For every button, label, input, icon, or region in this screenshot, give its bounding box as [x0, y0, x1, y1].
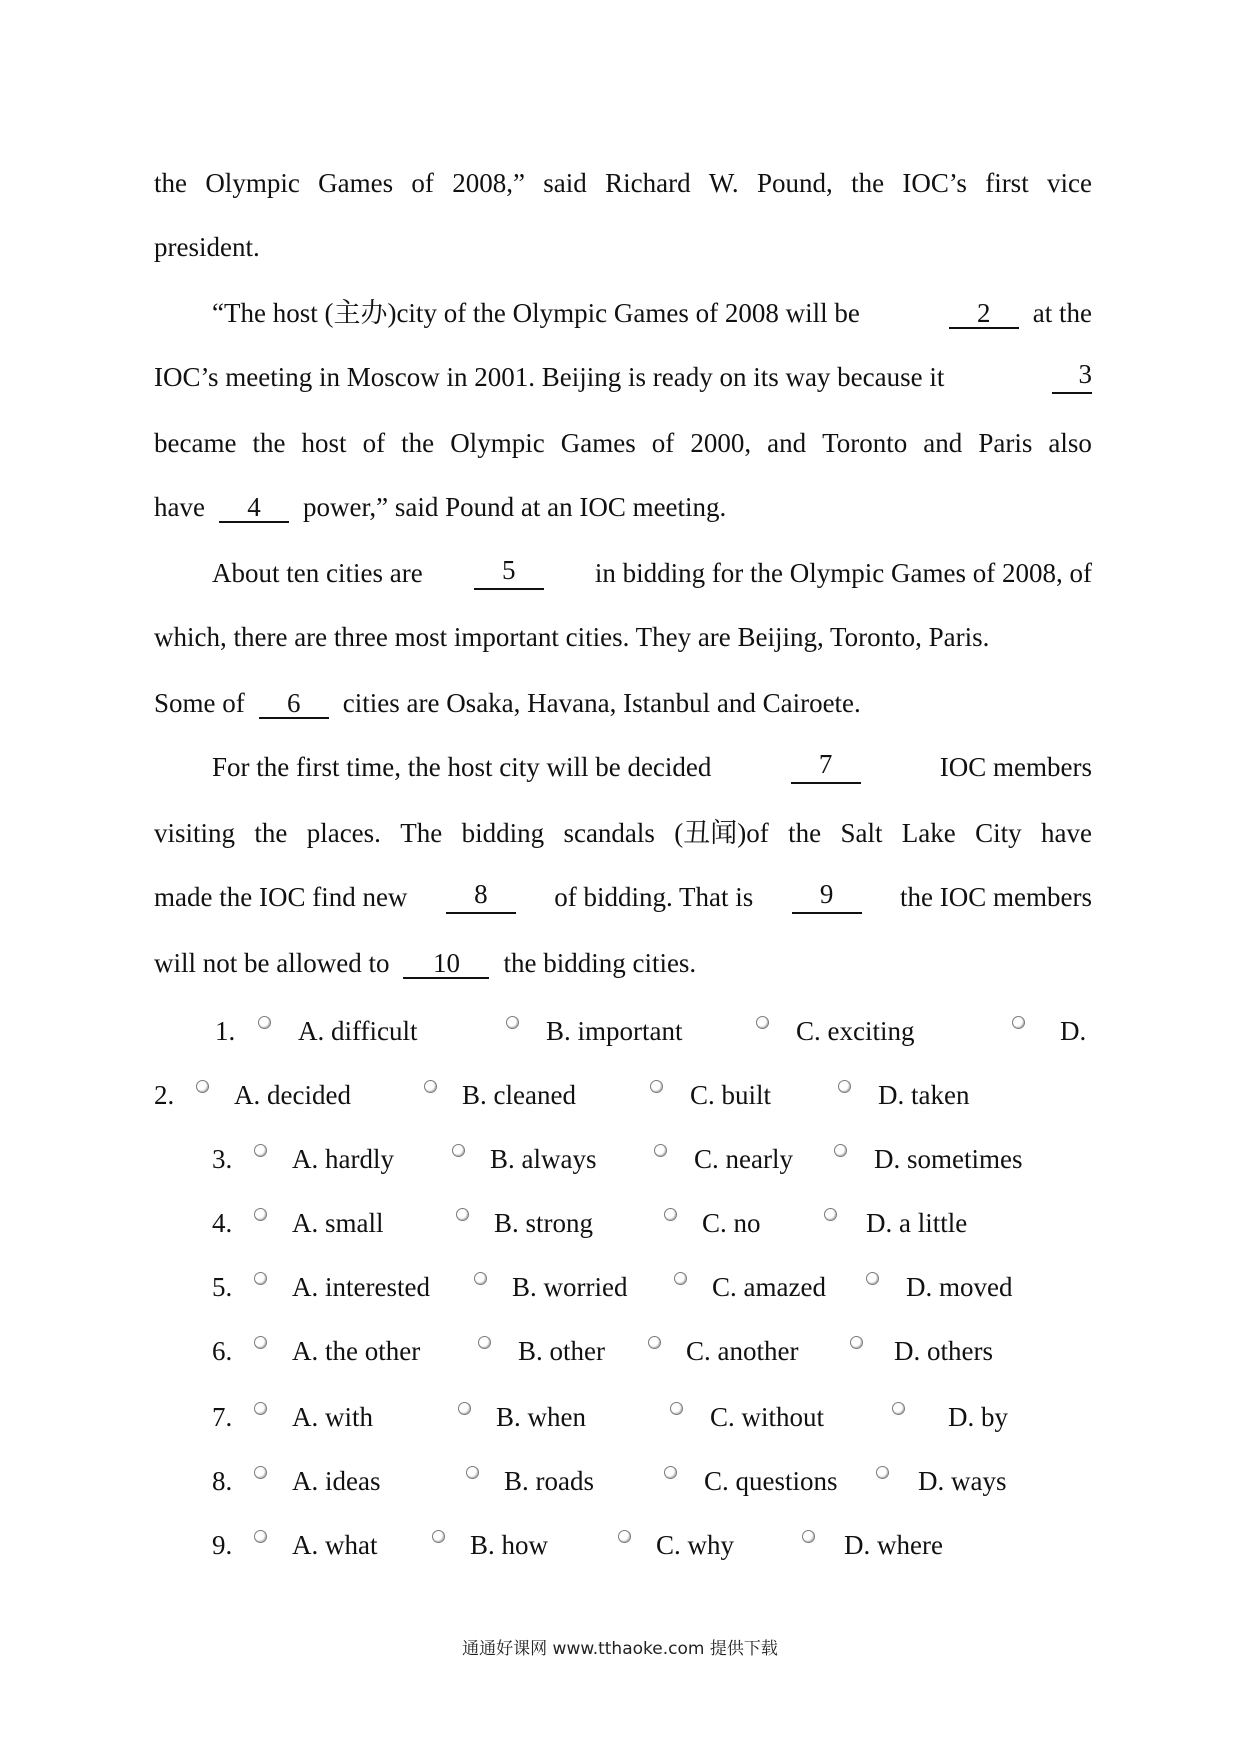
question-row [0, 1142, 1240, 1176]
passage-word: the [254, 818, 288, 848]
passage-line [154, 360, 1092, 394]
option-radio-button[interactable] [458, 1402, 471, 1415]
question-number: 6. [212, 1336, 233, 1366]
passage-word: the [252, 428, 286, 458]
question-number: 9. [212, 1530, 233, 1560]
passage-word: have [1040, 818, 1092, 848]
passage-word: Games [560, 428, 636, 458]
passage-text: IOC members [939, 752, 1092, 782]
option-label[interactable]: D. taken [878, 1080, 970, 1110]
blank-2: 2 [949, 299, 1019, 329]
question-number: 4. [212, 1208, 233, 1238]
option-radio-button[interactable] [254, 1272, 267, 1285]
passage-word: became [154, 428, 237, 458]
option-radio-button[interactable] [674, 1272, 687, 1285]
question-row [0, 1528, 1240, 1562]
passage-line [154, 880, 1092, 914]
option-label[interactable]: A. ideas [292, 1466, 381, 1496]
option-label[interactable]: B. other [518, 1336, 605, 1366]
passage-word: vice [1047, 168, 1092, 198]
question-number: 5. [212, 1272, 233, 1302]
passage-line [154, 816, 1092, 850]
option-label[interactable]: D. ways [918, 1466, 1007, 1496]
option-radio-button[interactable] [452, 1144, 465, 1157]
option-label[interactable]: C. built [690, 1080, 772, 1110]
option-radio-button[interactable] [474, 1272, 487, 1285]
passage-word: bidding [461, 818, 545, 848]
passage-word: said [543, 168, 587, 198]
passage-text: About ten cities are [212, 558, 423, 588]
passage-word: the [851, 168, 885, 198]
option-radio-button[interactable] [664, 1208, 677, 1221]
blank-6: 6 [259, 689, 329, 719]
option-label[interactable]: B. strong [494, 1208, 594, 1238]
option-label[interactable]: C. amazed [712, 1272, 826, 1302]
option-radio-button[interactable] [478, 1336, 491, 1349]
option-label[interactable]: B. important [546, 1016, 683, 1046]
option-label[interactable]: B. always [490, 1144, 597, 1174]
passage-word: Pound, [756, 168, 833, 198]
passage-text: the bidding cities. [503, 948, 697, 978]
option-label[interactable]: C. without [710, 1402, 825, 1432]
option-radio-button[interactable] [650, 1080, 663, 1093]
option-label[interactable]: D. others [894, 1336, 993, 1366]
passage-text: the IOC members [900, 882, 1092, 912]
question-row [0, 1334, 1240, 1368]
passage-word: the [788, 818, 822, 848]
passage-word: Salt [840, 818, 883, 848]
option-label[interactable]: C. another [686, 1336, 799, 1366]
option-radio-button[interactable] [824, 1208, 837, 1221]
passage-word: the [154, 168, 187, 198]
passage-word: W. [708, 168, 739, 198]
passage-word: Games [318, 168, 394, 198]
passage-line: president. [154, 232, 260, 262]
passage-word: and [923, 428, 963, 458]
passage-word: scandals [563, 818, 655, 848]
option-radio-button[interactable] [756, 1016, 769, 1029]
option-radio-button[interactable] [254, 1336, 267, 1349]
option-label[interactable]: B. when [496, 1402, 586, 1432]
option-label[interactable]: A. interested [292, 1272, 430, 1302]
question-number: 1. [215, 1016, 236, 1046]
question-number: 2. [154, 1080, 175, 1110]
passage-line: which, there are three most important cities. They are Beijing, Toronto, Paris. [154, 622, 990, 652]
option-radio-button[interactable] [866, 1272, 879, 1285]
passage-line [212, 750, 1092, 784]
passage-text: “The host (主办)city of the Olympic Games of 2008 will be [212, 298, 860, 328]
option-label[interactable]: B. how [470, 1530, 549, 1560]
option-radio-button[interactable] [670, 1402, 683, 1415]
option-label[interactable]: A. difficult [298, 1016, 418, 1046]
option-label[interactable]: D. where [844, 1530, 943, 1560]
passage-text: will not be allowed to [154, 948, 390, 978]
question-number: 7. [212, 1402, 233, 1432]
option-radio-button[interactable] [618, 1530, 631, 1543]
option-label[interactable]: A. hardly [292, 1144, 394, 1174]
passage-word: host [301, 428, 347, 458]
option-label[interactable]: D. by [948, 1402, 1008, 1432]
option-label[interactable]: A. what [292, 1530, 378, 1560]
footer-credit: 通通好课网 www.tthaoke.com 提供下载 [462, 1639, 778, 1659]
passage-word: visiting [154, 818, 236, 848]
passage-word: (丑闻)of [674, 818, 769, 848]
passage-text: For the first time, the host city will be decided [212, 752, 712, 782]
option-label[interactable]: C. questions [704, 1466, 838, 1496]
question-number: 8. [212, 1466, 233, 1496]
option-radio-button[interactable] [834, 1144, 847, 1157]
passage-word: Toronto [822, 428, 908, 458]
blank-7: 7 [791, 750, 861, 784]
option-radio-button[interactable] [664, 1466, 677, 1479]
passage-text: power,” said Pound at an IOC meeting. [302, 492, 727, 522]
option-label[interactable]: C. why [656, 1530, 735, 1560]
option-radio-button[interactable] [838, 1080, 851, 1093]
option-label[interactable]: B. cleaned [462, 1080, 576, 1110]
blank-10: 10 [403, 949, 489, 979]
option-label[interactable]: D. sometimes [874, 1144, 1023, 1174]
option-label[interactable]: D. a little [866, 1208, 968, 1238]
option-radio-button[interactable] [648, 1336, 661, 1349]
passage-line [212, 556, 1092, 590]
passage-word: Paris [978, 428, 1033, 458]
passage-text: IOC’s meeting in Moscow in 2001. Beijing is ready on its way because it [154, 362, 945, 392]
passage-word: the [401, 428, 435, 458]
option-radio-button[interactable] [506, 1016, 519, 1029]
passage-text: cities are Osaka, Havana, Istanbul and Cairoete. [342, 688, 861, 718]
option-label[interactable]: D. moved [906, 1272, 1013, 1302]
blank-9: 9 [792, 880, 862, 914]
passage-word: 2000, [690, 428, 752, 458]
option-label[interactable]: B. roads [504, 1466, 594, 1496]
passage-word: Richard [605, 168, 691, 198]
question-row [0, 1464, 1240, 1498]
passage-word: and [767, 428, 807, 458]
option-radio-button[interactable] [850, 1336, 863, 1349]
blank-5: 5 [474, 556, 544, 590]
option-label[interactable]: A. with [292, 1402, 373, 1432]
passage-text: in bidding for the Olympic Games of 2008, of [594, 558, 1092, 588]
passage-line [212, 296, 1092, 330]
passage-line [154, 946, 1092, 980]
passage-word: also [1048, 428, 1092, 458]
question-row [0, 1078, 1240, 1112]
passage-word: places. [306, 818, 381, 848]
passage-text: of bidding. That is [554, 882, 754, 912]
option-radio-button[interactable] [254, 1466, 267, 1479]
option-radio-button[interactable] [876, 1466, 889, 1479]
option-radio-button[interactable] [432, 1530, 445, 1543]
option-label[interactable]: C. no [702, 1208, 761, 1238]
passage-word: City [975, 818, 1022, 848]
passage-word: Lake [901, 818, 956, 848]
option-radio-button[interactable] [196, 1080, 209, 1093]
blank-8: 8 [446, 880, 516, 914]
option-label[interactable]: D. [1060, 1016, 1087, 1046]
option-radio-button[interactable] [254, 1530, 267, 1543]
option-radio-button[interactable] [258, 1016, 271, 1029]
passage-word: of [651, 428, 675, 458]
option-radio-button[interactable] [456, 1208, 469, 1221]
passage-text: at the [1032, 298, 1092, 328]
passage-word: Olympic [205, 168, 300, 198]
passage-line [154, 490, 1092, 524]
passage-line [154, 426, 1092, 460]
option-radio-button[interactable] [424, 1080, 437, 1093]
passage-text: Some of [154, 688, 245, 718]
option-radio-button[interactable] [802, 1530, 815, 1543]
option-radio-button[interactable] [654, 1144, 667, 1157]
option-radio-button[interactable] [254, 1402, 267, 1415]
passage-text: made the IOC find new [154, 882, 408, 912]
question-row [0, 1400, 1240, 1434]
passage-word: of [411, 168, 434, 198]
option-radio-button[interactable] [466, 1466, 479, 1479]
question-row [0, 1206, 1240, 1240]
blank-4: 4 [219, 493, 289, 523]
passage-word: of [362, 428, 386, 458]
option-label[interactable]: C. nearly [694, 1144, 793, 1174]
question-row [0, 1014, 1240, 1048]
option-label[interactable]: A. small [292, 1208, 384, 1238]
passage-text: have [154, 492, 205, 522]
passage-line [154, 166, 1092, 200]
option-radio-button[interactable] [254, 1144, 267, 1157]
blank-3: 3 [1052, 360, 1092, 394]
passage-word: IOC’s [902, 168, 967, 198]
question-number: 3. [212, 1144, 233, 1174]
passage-word: The [400, 818, 443, 848]
option-radio-button[interactable] [892, 1402, 905, 1415]
option-label[interactable]: A. the other [292, 1336, 421, 1366]
option-label[interactable]: C. exciting [796, 1016, 915, 1046]
option-radio-button[interactable] [1012, 1016, 1025, 1029]
passage-word: Olympic [450, 428, 545, 458]
passage-word: first [985, 168, 1029, 198]
question-row [0, 1270, 1240, 1304]
passage-word: 2008,” [452, 168, 525, 198]
option-label[interactable]: A. decided [234, 1080, 351, 1110]
passage-line [154, 686, 1092, 720]
option-radio-button[interactable] [254, 1208, 267, 1221]
option-label[interactable]: B. worried [512, 1272, 628, 1302]
